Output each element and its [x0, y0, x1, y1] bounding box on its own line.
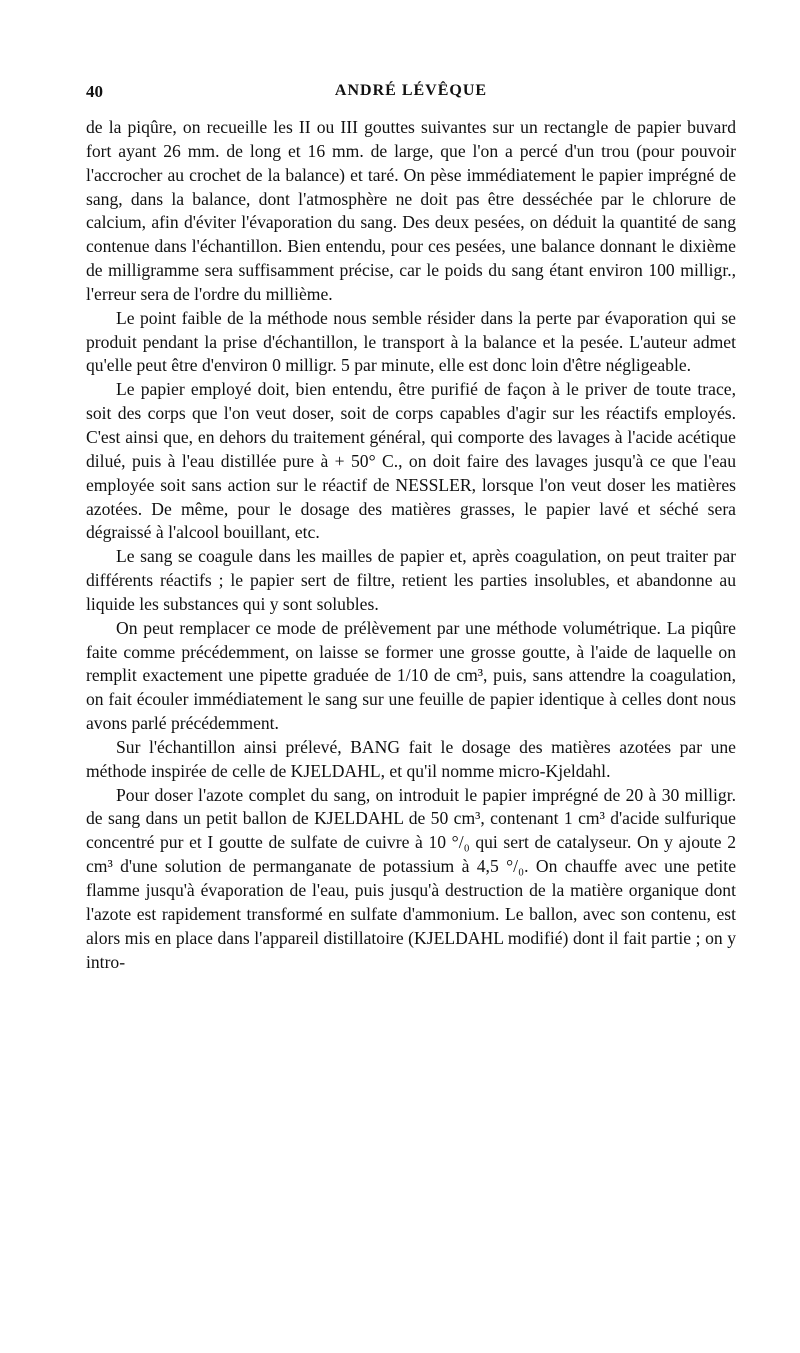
body-text [86, 116, 736, 974]
paragraph-3: Le papier employé doit, bien entendu, être purifié de façon à le priver de toute trace, soit des corps que l'on veut doser, soit de corps capables d'agir sur les réactifs employés. C'est ainsi que, en dehors du traitement général, qui comporte des lavages à l'acide acétique dilué, puis à l'eau distillée pure à + 50° C., on doit faire des lavages jusqu'à ce que l'eau employée soit sans action sur le réactif de NESSLER, lorsque l'on veut doser les matières azotées. De même, pour le dosage des matières grasses, le papier lavé et séché sera dégraissé à l'alcool bouillant, etc. [86, 379, 736, 543]
paragraph-6: Sur l'échantillon ainsi prélevé, BANG fait le dosage des matières azotées par une méthode inspirée de celle de KJELDAHL, et qu'il nomme micro-Kjeldahl. [86, 736, 736, 781]
paragraph-1: de la piqûre, on recueille les II ou III gouttes suivantes sur un rectangle de papier buvard fort ayant 26 mm. de long et 16 mm. de large, que l'on a percé d'un trou (pour pouvoir l'accrocher au crochet de la balance) et taré. On pèse immédiatement le papier imprégné de sang, dans la balance, dont l'atmosphère ne doit pas être desséchée par le chlorure de calcium, afin d'éviter l'évaporation du sang. Des deux pesées, on déduit la quantité de sang contenue dans l'échantillon. Bien entendu, pour ces pesées, une balance donnant le dixième de milligramme sera suffisamment précise, car le poids du sang étant environ 100 milligr., l'erreur sera de l'ordre du millième. [86, 117, 736, 304]
paragraph-5: On peut remplacer ce mode de prélèvement par une méthode volumétrique. La piqûre faite comme précédemment, on laisse se former une grosse goutte, à l'aide de laquelle on remplit exactement une pipette graduée de 1/10 de cm³, puis, sans attendre la coagulation, on fait écouler immédiatement le sang sur une feuille de papier identique à celles dont nous avons parlé précédemment. [86, 617, 736, 734]
page-number: 40 [86, 82, 103, 101]
paragraph-2: Le point faible de la méthode nous semble résider dans la perte par évaporation qui se produit pendant la prise d'échantillon, le transport à la balance et la pesée. L'auteur admet qu'elle peut être d'environ 0 milligr. 5 par minute, elle est donc loin d'être négligeable. [86, 307, 736, 376]
paragraph-4: Le sang se coagule dans les mailles de papier et, après coagulation, on peut traiter par différents réactifs ; le papier sert de filtre, retient les parties insolubles, et abandonne au liquide les substances qui y sont solubles. [86, 546, 736, 614]
running-title: ANDRÉ LÉVÊQUE [334, 82, 488, 99]
page-header [86, 82, 736, 106]
paragraph-7: Pour doser l'azote complet du sang, on introduit le papier imprégné de 20 à 30 milligr. de sang dans un petit ballon de KJELDAHL de 50 cm³, contenant 1 cm³ d'acide sulfurique concentré pur et I goutte de sulfate de cuivre à 10 °/₀ qui sert de catalyseur. On y ajoute 2 cm³ d'une solution de permanganate de potassium à 4,5 °/₀. On chauffe avec une petite flamme jusqu'à évaporation de l'eau, puis jusqu'à destruction de la matière organique dont l'azote est rapidement transformé en sulfate d'ammonium. Le ballon, avec son contenu, est alors mis en place dans l'appareil distillatoire (KJELDAHL modifié) dont il fait partie ; on y intro- [86, 784, 736, 972]
